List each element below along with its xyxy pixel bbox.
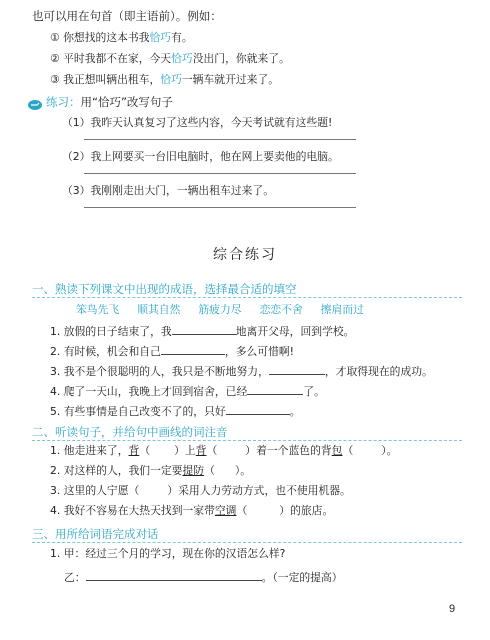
idiom: 擦肩而过 [320,303,364,316]
part1-heading: 一、熟读下列课文中出现的成语，选择最合适的填空 [32,282,297,296]
part1-item-3: 3. 我不是个很聪明的人，我只是不断地努力， ，才取得现在的成功。 [50,362,433,379]
intro-text: 也可以用在句首（即主语前）。例如： [32,9,222,23]
fill-blank[interactable] [269,362,325,375]
practice-item-2: （2）我上网要买一台旧电脑时，他在网上要卖他的电脑。 [62,150,339,163]
fill-blank[interactable] [247,382,303,395]
part1-divider [32,297,462,298]
part1-item-5: 5. 有些事情是自己改变不了的，只好 。 [50,402,300,419]
part3-divider [32,542,462,543]
idiom: 顺其自然 [137,303,181,316]
part2-item-4: 4. 我好不容易在大热天找到一家带空调（ ）的旅店。 [50,504,334,517]
dialogue-question: 1. 甲：经过三个月的学习，现在你的汉语怎么样? [50,547,286,560]
idiom: 笨鸟先飞 [76,303,120,316]
part2-item-3: 3. 这里的人宁愿（ ）采用人力劳动方式，也不使用机器。 [50,484,351,497]
example-2: ② 平时我都不在家，今天恰巧没出门，你就来了。 [50,52,290,65]
idiom: 恋恋不舍 [259,303,303,316]
dialogue-answer: 乙： 。（一定的提高） [64,568,343,585]
part2-item-1: 1. 他走进来了，背（ ）上背（ ）着一个蓝色的背包（ ）。 [50,444,398,457]
answer-blank[interactable] [86,568,262,581]
example-3: ③ 我正想叫辆出租车，恰巧一辆车就开过来了。 [50,73,280,86]
idiom-bank [76,302,382,317]
part1-item-1: 1. 放假的日子结束了，我 地离开父母，回到学校。 [50,322,354,339]
practice-item-1: （1）我昨天认真复习了这些内容，今天考试就有这些题! [62,116,333,129]
part3-heading: 三、用所给词语完成对话 [32,527,159,541]
answer-line[interactable] [84,207,356,208]
fill-blank[interactable] [172,322,236,335]
practice-heading: 练习：用“恰巧”改写句子 [46,95,173,109]
idiom: 筋疲力尽 [198,303,242,316]
fill-blank[interactable] [161,342,225,355]
example-1: ① 你想找的这本书我恰巧有。 [50,31,193,44]
part1-item-2: 2. 有时候，机会和自己 ，多么可惜啊! [50,342,294,359]
part2-item-2: 2. 对这样的人，我们一定要提防（ ）。 [50,464,252,477]
practice-item-3: （3）我刚刚走出大门，一辆出租车过来了。 [62,184,275,197]
practice-pencil-icon [28,95,42,105]
page-number: 9 [449,603,456,615]
answer-line[interactable] [84,173,356,174]
part2-heading: 二、听读句子，并给句中画线的词注音 [32,425,228,439]
section-title: 综合练习 [213,247,277,263]
answer-line[interactable] [84,139,356,140]
part1-item-4: 4. 爬了一天山，我晚上才回到宿舍，已经 了。 [50,382,325,399]
part2-divider [32,440,462,441]
fill-blank[interactable] [226,402,290,415]
